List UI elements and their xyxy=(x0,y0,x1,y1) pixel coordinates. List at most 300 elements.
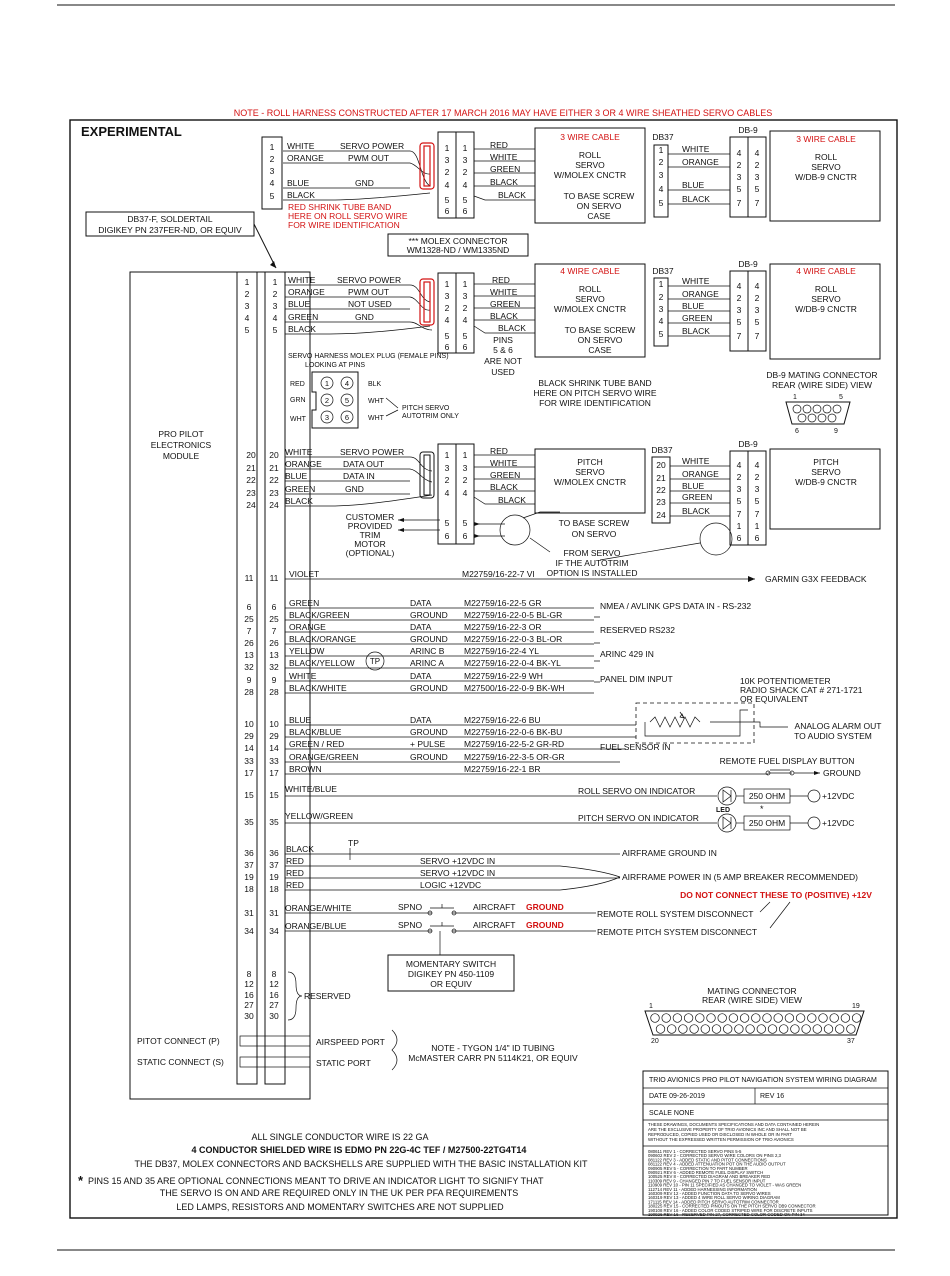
svg-text:USED: USED xyxy=(491,367,515,377)
svg-text:REAR (WIRE SIDE) VIEW: REAR (WIRE SIDE) VIEW xyxy=(701,995,803,1005)
servo-label: ROLL xyxy=(578,150,602,160)
svg-text:19: 19 xyxy=(852,1003,860,1010)
svg-text:WHITE: WHITE xyxy=(288,275,316,285)
supply-voltage: +12VDC xyxy=(822,791,855,801)
svg-text:6: 6 xyxy=(462,531,468,541)
svg-text:2: 2 xyxy=(462,303,468,313)
wire-color: VIOLET xyxy=(289,569,320,579)
pin-number: 19 xyxy=(269,872,279,882)
svg-text:PITCH: PITCH xyxy=(813,457,839,467)
svg-text:5 & 6: 5 & 6 xyxy=(493,345,513,355)
wire-signal: DATA xyxy=(410,715,432,725)
svg-text:3: 3 xyxy=(754,305,760,315)
svg-text:WITHOUT THE EXPRESSED WRITTEN: WITHOUT THE EXPRESSED WRITTEN PERMISSION OF TRIO AVIONICS xyxy=(648,1137,794,1142)
wire-signal: DATA xyxy=(410,622,432,632)
svg-text:2: 2 xyxy=(754,472,760,482)
svg-text:5: 5 xyxy=(839,394,843,401)
wire-signal: SERVO +12VDC IN xyxy=(420,856,496,866)
wire-part-number: M22759/16-22-5-2 GR-RD xyxy=(464,739,565,749)
black-band-note: BLACK SHRINK TUBE BAND xyxy=(538,378,652,388)
svg-text:2: 2 xyxy=(462,475,468,485)
svg-text:SERVO POWER: SERVO POWER xyxy=(337,275,402,285)
svg-text:ON SERVO: ON SERVO xyxy=(571,529,617,539)
svg-text:BLUE: BLUE xyxy=(682,301,705,311)
svg-text:2: 2 xyxy=(324,396,330,405)
wire-color: BLUE xyxy=(289,715,312,725)
svg-text:GREEN: GREEN xyxy=(490,470,521,480)
svg-text:GREEN: GREEN xyxy=(682,313,713,323)
svg-text:BLK: BLK xyxy=(368,381,382,388)
svg-text:IF THE AUTOTRIM: IF THE AUTOTRIM xyxy=(555,558,629,568)
svg-text:ORANGE: ORANGE xyxy=(288,287,325,297)
pin-number: 26 xyxy=(269,638,279,648)
svg-text:RED: RED xyxy=(492,275,510,285)
pin-number: 18 xyxy=(244,884,254,894)
connector-pin xyxy=(808,1014,817,1023)
connector-pin xyxy=(684,1014,693,1023)
svg-text:6: 6 xyxy=(462,342,468,352)
svg-text:5: 5 xyxy=(736,317,742,327)
pin-number: 9 xyxy=(271,675,277,685)
pin-number: 36 xyxy=(269,848,279,858)
servo-label: W/DB-9 CNCTR xyxy=(795,172,857,182)
db9-pin: 7 xyxy=(754,198,760,208)
module-label-3: MODULE xyxy=(162,451,200,461)
svg-text:1: 1 xyxy=(244,277,250,287)
svg-text:ORANGE: ORANGE xyxy=(285,459,322,469)
svg-text:6: 6 xyxy=(795,428,799,435)
base-screw: CASE xyxy=(587,211,611,221)
svg-text:5: 5 xyxy=(462,331,468,341)
pin-number: 11 xyxy=(244,573,254,583)
svg-text:2: 2 xyxy=(444,303,450,313)
servo-label: ROLL xyxy=(814,152,838,162)
svg-text:PITOT CONNECT (P): PITOT CONNECT (P) xyxy=(137,1036,220,1046)
pitot-static xyxy=(137,1030,578,1070)
svg-text:5: 5 xyxy=(736,496,742,506)
svg-text:W/DB-9 CNCTR: W/DB-9 CNCTR xyxy=(795,304,857,314)
cable-title: 3 WIRE CABLE xyxy=(796,134,856,144)
revision-entry: 180225 REV 15 - CORRECTED PINOUTS ON THE PITCH SERVO DB9 CONNECTOR xyxy=(648,1203,816,1209)
svg-text:THE DB37, MOLEX CONNECTORS AND: THE DB37, MOLEX CONNECTORS AND BACKSHELLS ARE SUPPLIED WITH THE BASIC INSTALLATION KIT xyxy=(134,1159,588,1169)
connector-pin xyxy=(723,1025,732,1034)
svg-text:23: 23 xyxy=(269,488,279,498)
wire-destination: RESERVED RS232 xyxy=(600,625,675,635)
led-label: LED xyxy=(716,807,730,814)
db9-wire-color: BLACK xyxy=(682,194,710,204)
revision-entry: 112714 REV 11 - ADDED HARNESSING INFORMATION xyxy=(648,1186,757,1192)
svg-text:24: 24 xyxy=(656,510,666,520)
supply-icon xyxy=(808,817,820,829)
connector-pin xyxy=(752,1014,761,1023)
svg-text:BLACK: BLACK xyxy=(498,495,526,505)
tp-label: TP xyxy=(348,838,359,848)
wire-signal: ARINC B xyxy=(410,646,445,656)
svg-text:6: 6 xyxy=(444,531,450,541)
svg-text:3: 3 xyxy=(736,484,742,494)
svg-text:5: 5 xyxy=(754,317,760,327)
wire-signal: GROUND xyxy=(410,752,448,762)
svg-text:22: 22 xyxy=(656,485,666,495)
svg-text:5: 5 xyxy=(444,331,450,341)
svg-text:16: 16 xyxy=(244,990,254,1000)
svg-text:6: 6 xyxy=(344,413,350,422)
svg-text:WHITE: WHITE xyxy=(490,458,518,468)
wire-signal: GROUND xyxy=(410,610,448,620)
pin-number: 18 xyxy=(269,884,279,894)
pitch-section xyxy=(246,439,880,578)
pin-number: 34 xyxy=(244,926,254,936)
svg-text:5: 5 xyxy=(272,325,278,335)
molex-pin: 5 xyxy=(444,195,450,205)
svg-text:20: 20 xyxy=(269,450,279,460)
revision-entry: 100525 REV 8 - CORRECTED DIAGRAM AND BREAKER RED xyxy=(648,1174,771,1180)
svg-text:20: 20 xyxy=(246,450,256,460)
wire-destination: REMOTE ROLL SYSTEM DISCONNECT xyxy=(597,909,754,919)
svg-text:23: 23 xyxy=(246,488,256,498)
svg-text:ROLL: ROLL xyxy=(578,284,602,294)
svg-text:2: 2 xyxy=(658,292,664,302)
svg-text:2: 2 xyxy=(272,289,278,299)
connector-pin xyxy=(824,1025,833,1034)
pin-number: 15 xyxy=(269,790,279,800)
svg-text:NOT USED: NOT USED xyxy=(348,299,392,309)
svg-text:REMOTE FUEL DISPLAY BUTTON: REMOTE FUEL DISPLAY BUTTON xyxy=(719,756,855,766)
db37-pin: 2 xyxy=(658,157,664,167)
connector-pin xyxy=(835,1025,844,1034)
svg-text:1: 1 xyxy=(754,521,760,531)
molex-pin: 4 xyxy=(444,180,450,190)
connector-pin xyxy=(802,1025,811,1034)
wire-part-number: M22759/16-22-0-3 BL-OR xyxy=(464,634,563,644)
wire-destination: PANEL DIM INPUT xyxy=(600,674,673,684)
svg-text:4: 4 xyxy=(658,316,664,326)
svg-text:MOTOR: MOTOR xyxy=(354,539,386,549)
svg-text:DATA OUT: DATA OUT xyxy=(343,459,385,469)
svg-text:20: 20 xyxy=(651,1038,659,1045)
wire-color: YELLOW/GREEN xyxy=(285,811,354,821)
svg-text:PROVIDED: PROVIDED xyxy=(347,521,393,531)
supply-icon xyxy=(808,790,820,802)
svg-text:(OPTIONAL): (OPTIONAL) xyxy=(345,548,395,558)
roll3-pin: 3 xyxy=(269,166,275,176)
pin-number: 6 xyxy=(246,602,252,612)
svg-text:SERVO POWER: SERVO POWER xyxy=(340,447,405,457)
wire-color: WHITE xyxy=(289,671,317,681)
svg-text:6: 6 xyxy=(754,533,760,543)
svg-text:GRN: GRN xyxy=(290,397,306,404)
arrow-icon xyxy=(748,576,755,582)
connector-pin xyxy=(718,1014,727,1023)
roll3-shrink-1: RED SHRINK TUBE BAND xyxy=(288,202,392,212)
wire-part-number: M22759/16-22-6 BU xyxy=(464,715,541,725)
connector-pin xyxy=(701,1025,710,1034)
momentary-note: DIGIKEY PN 450-1109 xyxy=(407,969,495,979)
roll3-wire-label: ORANGE xyxy=(287,153,324,163)
svg-text:SERVO: SERVO xyxy=(575,294,605,304)
svg-text:2: 2 xyxy=(444,475,450,485)
wire-signal: DATA xyxy=(410,598,432,608)
roll-3-wire-section xyxy=(262,125,880,230)
pin-number: 25 xyxy=(269,614,279,624)
db9-pin: 3 xyxy=(754,172,760,182)
svg-text:WHITE: WHITE xyxy=(285,447,313,457)
led-icon xyxy=(718,814,736,832)
svg-text:1: 1 xyxy=(324,379,330,388)
svg-text:1: 1 xyxy=(649,1003,653,1010)
connector-pin xyxy=(707,1014,716,1023)
svg-text:AIRSPEED PORT: AIRSPEED PORT xyxy=(316,1037,385,1047)
revision-entry: 190926 REV 16 - RESERVED PIN 27, CORRECTED COLOR CODED ON PIN 34 xyxy=(648,1212,805,1217)
svg-text:ORANGE: ORANGE xyxy=(682,289,719,299)
wire-part-number: M22759/16-22-1 BR xyxy=(464,764,541,774)
svg-text:REV 16: REV 16 xyxy=(760,1093,785,1100)
pin-number: 26 xyxy=(244,638,254,648)
svg-text:3: 3 xyxy=(244,301,250,311)
aircraft-label: AIRCRAFT xyxy=(473,920,516,930)
svg-text:PITCH SERVO: PITCH SERVO xyxy=(402,405,450,412)
molex-plug-pinout xyxy=(288,353,459,428)
cable-title: 3 WIRE CABLE xyxy=(560,132,620,142)
svg-text:BLUE: BLUE xyxy=(285,471,308,481)
svg-text:4: 4 xyxy=(754,460,760,470)
svg-text:RED: RED xyxy=(290,381,305,388)
svg-text:4: 4 xyxy=(736,281,742,291)
svg-text:SERVO: SERVO xyxy=(811,467,841,477)
svg-text:4: 4 xyxy=(736,460,742,470)
wire-color: BROWN xyxy=(289,764,322,774)
pin-number: 13 xyxy=(269,650,279,660)
db9-pin: 2 xyxy=(736,160,742,170)
svg-text:CUSTOMER: CUSTOMER xyxy=(345,512,395,522)
servo-wire-color: WHITE xyxy=(490,152,518,162)
alarm-dest: TO AUDIO SYSTEM xyxy=(794,731,872,741)
svg-text:22: 22 xyxy=(269,475,279,485)
svg-text:WHT: WHT xyxy=(368,415,384,422)
pin-number: 17 xyxy=(269,768,279,778)
pin-number: 35 xyxy=(244,817,254,827)
svg-text:ROLL: ROLL xyxy=(814,284,838,294)
wire-part-number: M22759/16-22-4 YL xyxy=(464,646,539,656)
db37-note-2: DIGIKEY PN 237FER-ND, OR EQUIV xyxy=(98,225,242,235)
svg-text:REPRODUCED, COPIED USED OR DIS: REPRODUCED, COPIED USED OR DISCLOSED IN WHOLE OR IN PART xyxy=(648,1132,793,1137)
pin-number: 28 xyxy=(244,687,254,697)
svg-text:OR EQUIVALENT: OR EQUIVALENT xyxy=(740,694,809,704)
svg-text:37: 37 xyxy=(847,1038,855,1045)
pin-number: 34 xyxy=(269,926,279,936)
db37-pin: 3 xyxy=(658,170,664,180)
wire-signal: + PULSE xyxy=(410,739,446,749)
svg-text:4: 4 xyxy=(344,379,350,388)
db9-pin: 4 xyxy=(754,148,760,158)
revision-entry: 190108 REV 16 - ADDED COLOR CODED STRIPED WIRE FOR DISCRETE INPUTS xyxy=(648,1207,813,1213)
momentary-note: MOMENTARY SWITCH xyxy=(405,959,497,969)
servo-wire-color: RED xyxy=(490,140,508,150)
svg-text:DATA IN: DATA IN xyxy=(343,471,375,481)
svg-text:MATING CONNECTOR: MATING CONNECTOR xyxy=(707,986,797,996)
servo-wire-color: BLACK xyxy=(498,190,526,200)
connector-pin xyxy=(673,1014,682,1023)
pin-number: 7 xyxy=(271,626,277,636)
black-band-note: FOR WIRE IDENTIFICATION xyxy=(539,398,651,408)
module-outline xyxy=(130,272,310,1099)
revision-entry: 171115 REV 14 - ADDED PITCH SERVO AUTOTRIM CONNECTOR xyxy=(648,1199,779,1205)
potentiometer xyxy=(636,676,881,743)
wire-signal: GROUND xyxy=(410,727,448,737)
svg-text:AUTOTRIM ONLY: AUTOTRIM ONLY xyxy=(402,413,459,420)
db37-pin: 4 xyxy=(658,184,664,194)
db9-pin: 4 xyxy=(736,148,742,158)
connector-pin xyxy=(830,1014,839,1023)
module-label-1: PRO PILOT xyxy=(158,429,204,439)
svg-text:BLACK: BLACK xyxy=(682,506,710,516)
wire-destination: FUEL SENSOR IN xyxy=(600,742,671,752)
svg-text:W/DB-9 CNCTR: W/DB-9 CNCTR xyxy=(795,477,857,487)
connector-pin xyxy=(696,1014,705,1023)
wire-color: BLACK/BLUE xyxy=(289,727,342,737)
pin-number: 37 xyxy=(244,860,254,870)
connector-pin xyxy=(763,1014,772,1023)
roll3-signal: PWM OUT xyxy=(348,153,390,163)
svg-text:1: 1 xyxy=(444,450,450,460)
svg-text:7: 7 xyxy=(736,509,742,519)
svg-text:ORANGE: ORANGE xyxy=(682,469,719,479)
pin-number: 14 xyxy=(244,743,254,753)
momentary-note: OR EQUIV xyxy=(430,979,472,989)
db37-pin: 5 xyxy=(658,198,664,208)
svg-text:DB37: DB37 xyxy=(651,445,673,455)
base-screw: TO BASE SCREW xyxy=(563,191,635,201)
svg-text:1: 1 xyxy=(658,279,664,289)
svg-text:PINS 15 AND 35 ARE OPTIONAL C: PINS 15 AND 35 ARE OPTIONAL CONNECTIONS MEANT TO DRIVE AN INDICATOR LIGHT TO SIGNIFY THAT xyxy=(88,1176,544,1186)
svg-text:NOTE - TYGON 1/4" ID TUBING: NOTE - TYGON 1/4" ID TUBING xyxy=(431,1043,555,1053)
svg-text:DB-9: DB-9 xyxy=(738,439,758,449)
svg-text:BLUE: BLUE xyxy=(288,299,311,309)
pin-number: 29 xyxy=(244,731,254,741)
svg-text:WHT: WHT xyxy=(290,416,306,423)
roll3-pin: 5 xyxy=(269,191,275,201)
svg-text:PINS: PINS xyxy=(493,335,513,345)
svg-text:3: 3 xyxy=(324,413,330,422)
wire-color: RED xyxy=(286,880,304,890)
wire-destination: GARMIN G3X FEEDBACK xyxy=(765,574,867,584)
connector-pin xyxy=(690,1025,699,1034)
svg-text:TRIM: TRIM xyxy=(359,530,381,540)
wire-color: BLACK xyxy=(286,844,314,854)
wire-color: BLACK/YELLOW xyxy=(289,658,355,668)
wire-color: WHITE/BLUE xyxy=(285,784,337,794)
connector-pin xyxy=(662,1014,671,1023)
svg-text:BLACK: BLACK xyxy=(682,326,710,336)
wire-color: ORANGE/BLUE xyxy=(285,921,347,931)
connector-pin xyxy=(796,1014,805,1023)
wire-part-number: M22759/16-22-9 WH xyxy=(464,671,543,681)
revision-entry: 090921 REV 6 - ADDED REMOTE FUEL DISPLAY SWITCH xyxy=(648,1170,764,1175)
svg-text:BLACK: BLACK xyxy=(498,323,526,333)
pin-number: 14 xyxy=(269,743,279,753)
wire-color: GREEN / RED xyxy=(289,739,345,749)
wire-signal: LOGIC +12VDC xyxy=(420,880,482,890)
switch-label: SPNO xyxy=(398,920,423,930)
svg-text:22: 22 xyxy=(246,475,256,485)
svg-text:21: 21 xyxy=(656,473,666,483)
revision-entry: 081122 REV 4 - ADDED ATTENUATION POT ON THE AUDIO OUTPUT xyxy=(648,1161,786,1167)
svg-text:BLUE: BLUE xyxy=(682,481,705,491)
pin-number: 11 xyxy=(269,573,279,583)
db9-mating-connector xyxy=(766,370,877,435)
svg-text:24: 24 xyxy=(269,500,279,510)
servo-wire-color: BLACK xyxy=(490,177,518,187)
db37-label: DB37 xyxy=(652,132,674,142)
ground-label: GROUND xyxy=(526,902,564,912)
svg-text:23: 23 xyxy=(656,497,666,507)
top-note: NOTE - ROLL HARNESS CONSTRUCTED AFTER 17 MARCH 2016 MAY HAVE EITHER 3 OR 4 WIRE SHEATHED SERVO CABLES xyxy=(233,108,773,118)
connector-pin xyxy=(667,1025,676,1034)
svg-text:5: 5 xyxy=(658,329,664,339)
roll3-wire-label: BLUE xyxy=(287,178,310,188)
svg-text:4: 4 xyxy=(462,315,468,325)
svg-text:BLACK: BLACK xyxy=(288,324,316,334)
molex-pin: 4 xyxy=(462,180,468,190)
svg-text:10K POTENTIOMETER: 10K POTENTIOMETER xyxy=(740,676,831,686)
aircraft-label: AIRCRAFT xyxy=(473,902,516,912)
pin-number: 19 xyxy=(244,872,254,882)
svg-text:1: 1 xyxy=(462,279,468,289)
wire-destination: AIRFRAME GROUND IN xyxy=(622,848,717,858)
revision-entry: 160319 REV 13 - ADDED 4 WIRE ROLL SERVO WIRING DIAGRAM xyxy=(648,1195,780,1201)
pin-number: 10 xyxy=(269,719,279,729)
supply-voltage: +12VDC xyxy=(822,818,855,828)
svg-text:ALL SINGLE CONDUCTOR WIRE IS 2: ALL SINGLE CONDUCTOR WIRE IS 22 GA xyxy=(251,1132,429,1142)
module-label-2: ELECTRONICS xyxy=(150,440,212,450)
molex-pin: 1 xyxy=(462,143,468,153)
title-block xyxy=(643,1071,888,1217)
svg-text:THESE DRAWINGS, DOCUMENTS SPEC: THESE DRAWINGS, DOCUMENTS SPECIFICATIONS AND DATA CONTAINED HEREIN xyxy=(648,1122,820,1127)
svg-text:7: 7 xyxy=(736,331,742,341)
black-band-note: HERE ON PITCH SERVO WIRE xyxy=(533,388,657,398)
svg-text:*: * xyxy=(78,1173,84,1188)
pin-number: 37 xyxy=(269,860,279,870)
connector-pin xyxy=(852,1014,861,1023)
svg-text:27: 27 xyxy=(244,1000,254,1010)
footer-notes xyxy=(78,1132,588,1212)
resistor-value: 250 OHM xyxy=(748,791,786,801)
base-screw: ON SERVO xyxy=(576,201,622,211)
molex-pin: 2 xyxy=(444,167,450,177)
roll3-signal: SERVO POWER xyxy=(340,141,405,151)
connector-pin xyxy=(746,1025,755,1034)
svg-text:12: 12 xyxy=(269,979,279,989)
svg-text:ON SERVO: ON SERVO xyxy=(577,335,623,345)
led-icon xyxy=(718,787,736,805)
molex-pin: 2 xyxy=(462,167,468,177)
connector-pin xyxy=(841,1014,850,1023)
pin-number: 33 xyxy=(244,756,254,766)
wire-color: BLACK/ORANGE xyxy=(289,634,357,644)
svg-text:GREEN: GREEN xyxy=(288,312,319,322)
svg-text:WHT: WHT xyxy=(368,398,384,405)
signal-wires xyxy=(244,569,867,778)
svg-text:SERVO: SERVO xyxy=(575,467,605,477)
wire-color: BLACK/WHITE xyxy=(289,683,347,693)
pin-number: 13 xyxy=(244,650,254,660)
svg-text:4: 4 xyxy=(272,313,278,323)
svg-text:5: 5 xyxy=(344,396,350,405)
revision-entry: 110909 REV 10 - PIN 11 SPECIFIED AS CHANGED TO VIOLET - WAS GREEN xyxy=(648,1182,802,1188)
pin-number: 31 xyxy=(269,908,279,918)
connector-pin xyxy=(651,1014,660,1023)
svg-text:GREEN: GREEN xyxy=(285,484,316,494)
